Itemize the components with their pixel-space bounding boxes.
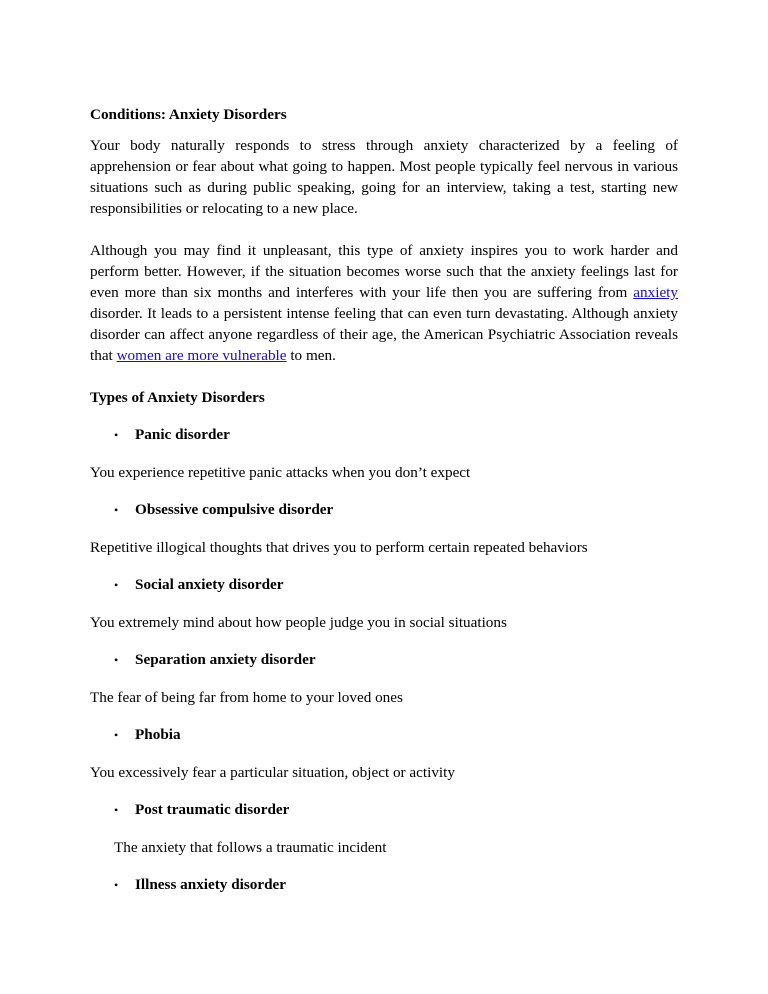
paragraph-text: disorder. It leads to a persistent intense feeling that can even turn devastating. Although anxiety disorder can affect anyone regardless of their age, the American Psychiatric Association reveals that [90, 305, 678, 364]
type-name: Phobia [135, 726, 181, 743]
type-name: Separation anxiety disorder [135, 651, 316, 668]
bullet-icon: • [114, 728, 119, 742]
women-vulnerable-link[interactable]: women are more vulnerable [116, 347, 287, 364]
type-description: The fear of being far from home to your loved ones [90, 689, 403, 706]
bullet-icon: • [114, 803, 119, 817]
list-item [90, 499, 678, 521]
document-title: Conditions: Anxiety Disorders [90, 106, 287, 123]
bullet-icon: • [114, 878, 119, 892]
type-description: Repetitive illogical thoughts that drives you to perform certain repeated behaviors [90, 539, 588, 556]
intro-paragraph: Your body naturally responds to stress through anxiety characterized by a feeling of apprehension or fear about what going to happen. Most people typically feel nervous in various situations such as during public speaking, going for an interview, taking a test, starting new responsibilities or relocating to a new place. [90, 137, 678, 217]
list-item [90, 424, 678, 446]
type-name: Panic disorder [135, 426, 230, 443]
type-description: The anxiety that follows a traumatic incident [114, 839, 387, 856]
types-heading: Types of Anxiety Disorders [90, 389, 265, 406]
list-item [90, 649, 678, 671]
list-item [90, 574, 678, 596]
type-name: Obsessive compulsive disorder [135, 501, 334, 518]
paragraph-text: Although you may find it unpleasant, this type of anxiety inspires you to work harder and perform better. However, if the situation becomes worse such that the anxiety feelings last for even more than six months and interferes with your life then you are suffering from [90, 242, 678, 301]
document-body [90, 104, 678, 896]
type-name: Post traumatic disorder [135, 801, 290, 818]
anxiety-paragraph [90, 240, 678, 366]
anxiety-link[interactable]: anxiety [633, 284, 678, 301]
paragraph-text: to men. [286, 347, 336, 364]
bullet-icon: • [114, 578, 119, 592]
bullet-icon: • [114, 428, 119, 442]
bullet-icon: • [114, 653, 119, 667]
list-item [90, 799, 678, 821]
list-item [90, 874, 678, 896]
type-description: You excessively fear a particular situation, object or activity [90, 764, 455, 781]
bullet-icon: • [114, 503, 119, 517]
type-name: Illness anxiety disorder [135, 876, 287, 893]
type-description: You extremely mind about how people judge you in social situations [90, 614, 507, 631]
list-item [90, 724, 678, 746]
type-name: Social anxiety disorder [135, 576, 284, 593]
type-description: You experience repetitive panic attacks when you don’t expect [90, 464, 471, 481]
